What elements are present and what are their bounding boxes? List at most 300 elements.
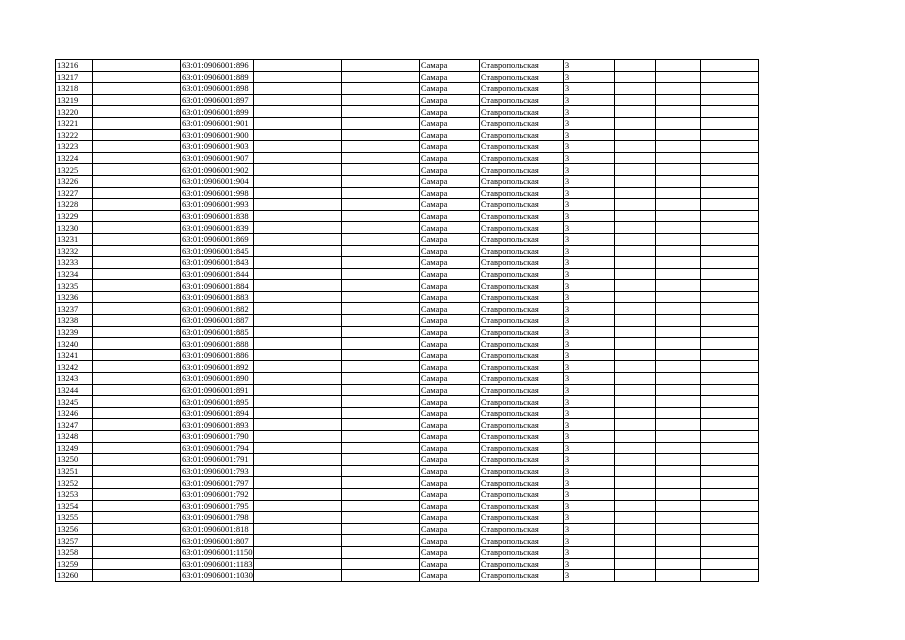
- district-cell: Ставропольская: [479, 465, 563, 477]
- empty-cell: [655, 245, 700, 257]
- cadastral-number-cell: 63:01:0906001:900: [181, 129, 254, 141]
- empty-cell: [93, 384, 181, 396]
- empty-cell: [93, 175, 181, 187]
- empty-cell: [253, 117, 341, 129]
- empty-cell: [253, 373, 341, 385]
- empty-cell: [93, 83, 181, 95]
- district-cell: Ставропольская: [479, 349, 563, 361]
- table-row: [56, 245, 759, 257]
- value-cell: 3: [563, 60, 614, 72]
- empty-cell: [341, 187, 419, 199]
- district-cell: Ставропольская: [479, 175, 563, 187]
- empty-cell: [93, 141, 181, 153]
- empty-cell: [700, 454, 758, 466]
- empty-cell: [655, 512, 700, 524]
- district-cell: Ставропольская: [479, 384, 563, 396]
- value-cell: 3: [563, 152, 614, 164]
- empty-cell: [655, 141, 700, 153]
- value-cell: 3: [563, 349, 614, 361]
- city-cell: Самара: [419, 117, 479, 129]
- empty-cell: [253, 175, 341, 187]
- value-cell: 3: [563, 442, 614, 454]
- district-cell: Ставропольская: [479, 164, 563, 176]
- value-cell: 3: [563, 361, 614, 373]
- empty-cell: [253, 83, 341, 95]
- cadastral-number-cell: 63:01:0906001:790: [181, 431, 254, 443]
- cadastral-number-cell: 63:01:0906001:839: [181, 222, 254, 234]
- empty-cell: [93, 558, 181, 570]
- empty-cell: [253, 303, 341, 315]
- empty-cell: [341, 442, 419, 454]
- city-cell: Самара: [419, 373, 479, 385]
- row-number-cell: 13224: [56, 152, 93, 164]
- table-row: [56, 570, 759, 582]
- empty-cell: [93, 454, 181, 466]
- city-cell: Самара: [419, 60, 479, 72]
- empty-cell: [614, 454, 655, 466]
- row-number-cell: 13259: [56, 558, 93, 570]
- empty-cell: [655, 117, 700, 129]
- empty-cell: [655, 175, 700, 187]
- empty-cell: [341, 361, 419, 373]
- empty-cell: [700, 558, 758, 570]
- empty-cell: [700, 523, 758, 535]
- empty-cell: [341, 431, 419, 443]
- row-number-cell: 13236: [56, 291, 93, 303]
- table-row: [56, 268, 759, 280]
- empty-cell: [93, 291, 181, 303]
- city-cell: Самара: [419, 83, 479, 95]
- empty-cell: [341, 315, 419, 327]
- city-cell: Самара: [419, 419, 479, 431]
- empty-cell: [341, 500, 419, 512]
- district-cell: Ставропольская: [479, 257, 563, 269]
- empty-cell: [700, 326, 758, 338]
- empty-cell: [93, 210, 181, 222]
- row-number-cell: 13225: [56, 164, 93, 176]
- empty-cell: [341, 570, 419, 582]
- value-cell: 3: [563, 164, 614, 176]
- empty-cell: [655, 419, 700, 431]
- empty-cell: [655, 268, 700, 280]
- empty-cell: [655, 164, 700, 176]
- value-cell: 3: [563, 233, 614, 245]
- city-cell: Самара: [419, 384, 479, 396]
- district-cell: Ставропольская: [479, 60, 563, 72]
- district-cell: Ставропольская: [479, 117, 563, 129]
- value-cell: 3: [563, 106, 614, 118]
- empty-cell: [341, 338, 419, 350]
- city-cell: Самара: [419, 500, 479, 512]
- value-cell: 3: [563, 500, 614, 512]
- empty-cell: [93, 523, 181, 535]
- data-table: [55, 59, 759, 582]
- empty-cell: [341, 303, 419, 315]
- empty-cell: [614, 442, 655, 454]
- city-cell: Самара: [419, 280, 479, 292]
- cadastral-number-cell: 63:01:0906001:898: [181, 83, 254, 95]
- district-cell: Ставропольская: [479, 129, 563, 141]
- empty-cell: [253, 419, 341, 431]
- value-cell: 3: [563, 129, 614, 141]
- row-number-cell: 13247: [56, 419, 93, 431]
- city-cell: Самара: [419, 326, 479, 338]
- cadastral-number-cell: 63:01:0906001:885: [181, 326, 254, 338]
- value-cell: 3: [563, 291, 614, 303]
- empty-cell: [341, 396, 419, 408]
- city-cell: Самара: [419, 257, 479, 269]
- empty-cell: [614, 83, 655, 95]
- empty-cell: [341, 384, 419, 396]
- empty-cell: [655, 407, 700, 419]
- empty-cell: [341, 152, 419, 164]
- empty-cell: [253, 326, 341, 338]
- city-cell: Самара: [419, 512, 479, 524]
- empty-cell: [655, 338, 700, 350]
- empty-cell: [700, 152, 758, 164]
- empty-cell: [614, 94, 655, 106]
- value-cell: 3: [563, 257, 614, 269]
- empty-cell: [700, 442, 758, 454]
- empty-cell: [341, 523, 419, 535]
- empty-cell: [253, 315, 341, 327]
- city-cell: Самара: [419, 338, 479, 350]
- city-cell: Самара: [419, 164, 479, 176]
- empty-cell: [341, 233, 419, 245]
- empty-cell: [614, 164, 655, 176]
- table-row: [56, 442, 759, 454]
- empty-cell: [614, 523, 655, 535]
- empty-cell: [614, 257, 655, 269]
- empty-cell: [93, 187, 181, 199]
- value-cell: 3: [563, 535, 614, 547]
- value-cell: 3: [563, 199, 614, 211]
- empty-cell: [700, 431, 758, 443]
- table-row: [56, 535, 759, 547]
- table-row: [56, 106, 759, 118]
- district-cell: Ставропольская: [479, 558, 563, 570]
- empty-cell: [253, 349, 341, 361]
- empty-cell: [700, 94, 758, 106]
- empty-cell: [93, 199, 181, 211]
- empty-cell: [253, 477, 341, 489]
- cadastral-number-cell: 63:01:0906001:844: [181, 268, 254, 280]
- district-cell: Ставропольская: [479, 442, 563, 454]
- row-number-cell: 13242: [56, 361, 93, 373]
- table-row: [56, 60, 759, 72]
- empty-cell: [655, 454, 700, 466]
- empty-cell: [614, 222, 655, 234]
- empty-cell: [655, 546, 700, 558]
- row-number-cell: 13245: [56, 396, 93, 408]
- empty-cell: [700, 546, 758, 558]
- empty-cell: [700, 349, 758, 361]
- table-row: [56, 349, 759, 361]
- empty-cell: [614, 419, 655, 431]
- empty-cell: [614, 268, 655, 280]
- empty-cell: [93, 373, 181, 385]
- cadastral-number-cell: 63:01:0906001:893: [181, 419, 254, 431]
- row-number-cell: 13240: [56, 338, 93, 350]
- empty-cell: [93, 315, 181, 327]
- city-cell: Самара: [419, 396, 479, 408]
- district-cell: Ставропольская: [479, 94, 563, 106]
- empty-cell: [655, 83, 700, 95]
- table-row: [56, 384, 759, 396]
- empty-cell: [655, 233, 700, 245]
- empty-cell: [253, 523, 341, 535]
- empty-cell: [341, 141, 419, 153]
- empty-cell: [93, 129, 181, 141]
- cadastral-number-cell: 63:01:0906001:1183: [182, 558, 253, 569]
- cadastral-number-cell: 63:01:0906001:884: [181, 280, 254, 292]
- empty-cell: [341, 71, 419, 83]
- cadastral-number-cell: 63:01:0906001:793: [181, 465, 254, 477]
- empty-cell: [614, 280, 655, 292]
- empty-cell: [341, 535, 419, 547]
- empty-cell: [700, 488, 758, 500]
- empty-cell: [700, 384, 758, 396]
- empty-cell: [93, 512, 181, 524]
- district-cell: Ставропольская: [479, 245, 563, 257]
- cadastral-number-cell: 63:01:0906001:887: [181, 315, 254, 327]
- table-row: [56, 546, 759, 558]
- empty-cell: [614, 465, 655, 477]
- value-cell: 3: [563, 407, 614, 419]
- empty-cell: [93, 535, 181, 547]
- empty-cell: [93, 570, 181, 582]
- value-cell: 3: [563, 488, 614, 500]
- empty-cell: [700, 257, 758, 269]
- row-number-cell: 13241: [56, 349, 93, 361]
- empty-cell: [614, 535, 655, 547]
- empty-cell: [655, 71, 700, 83]
- empty-cell: [614, 512, 655, 524]
- table-row: [56, 419, 759, 431]
- empty-cell: [700, 291, 758, 303]
- empty-cell: [341, 291, 419, 303]
- table-row: [56, 407, 759, 419]
- empty-cell: [655, 349, 700, 361]
- district-cell: Ставропольская: [479, 546, 563, 558]
- empty-cell: [93, 361, 181, 373]
- table-row: [56, 210, 759, 222]
- table-row: [56, 500, 759, 512]
- empty-cell: [614, 384, 655, 396]
- district-cell: Ставропольская: [479, 233, 563, 245]
- cadastral-number-cell: 63:01:0906001:794: [181, 442, 254, 454]
- empty-cell: [655, 199, 700, 211]
- table-row: [56, 199, 759, 211]
- empty-cell: [93, 94, 181, 106]
- row-number-cell: 13218: [56, 83, 93, 95]
- value-cell: 3: [563, 210, 614, 222]
- empty-cell: [700, 512, 758, 524]
- empty-cell: [253, 280, 341, 292]
- row-number-cell: 13260: [56, 570, 93, 582]
- empty-cell: [253, 187, 341, 199]
- empty-cell: [253, 454, 341, 466]
- empty-cell: [700, 199, 758, 211]
- empty-cell: [655, 535, 700, 547]
- city-cell: Самара: [419, 303, 479, 315]
- empty-cell: [341, 546, 419, 558]
- row-number-cell: 13230: [56, 222, 93, 234]
- table-row: [56, 71, 759, 83]
- empty-cell: [93, 152, 181, 164]
- cadastral-number-cell: 63:01:0906001:899: [181, 106, 254, 118]
- empty-cell: [93, 546, 181, 558]
- table-body: [56, 60, 759, 582]
- city-cell: Самара: [419, 407, 479, 419]
- cadastral-number-cell: 63:01:0906001:896: [181, 60, 254, 72]
- empty-cell: [253, 222, 341, 234]
- empty-cell: [614, 175, 655, 187]
- empty-cell: [655, 523, 700, 535]
- empty-cell: [93, 500, 181, 512]
- table-row: [56, 465, 759, 477]
- empty-cell: [614, 431, 655, 443]
- empty-cell: [93, 164, 181, 176]
- empty-cell: [93, 280, 181, 292]
- empty-cell: [700, 129, 758, 141]
- district-cell: Ставропольская: [479, 431, 563, 443]
- empty-cell: [93, 396, 181, 408]
- cadastral-number-cell: 63:01:0906001:882: [181, 303, 254, 315]
- value-cell: 3: [563, 268, 614, 280]
- empty-cell: [614, 152, 655, 164]
- empty-cell: [341, 222, 419, 234]
- empty-cell: [253, 465, 341, 477]
- empty-cell: [341, 268, 419, 280]
- value-cell: 3: [563, 222, 614, 234]
- cadastral-number-cell: 63:01:0906001:807: [181, 535, 254, 547]
- row-number-cell: 13234: [56, 268, 93, 280]
- empty-cell: [341, 373, 419, 385]
- district-cell: Ставропольская: [479, 106, 563, 118]
- value-cell: 3: [563, 141, 614, 153]
- city-cell: Самара: [419, 361, 479, 373]
- empty-cell: [655, 361, 700, 373]
- empty-cell: [341, 512, 419, 524]
- value-cell: 3: [563, 384, 614, 396]
- cadastral-number-cell: 63:01:0906001:845: [181, 245, 254, 257]
- empty-cell: [93, 407, 181, 419]
- city-cell: Самара: [419, 71, 479, 83]
- empty-cell: [655, 384, 700, 396]
- table-row: [56, 338, 759, 350]
- empty-cell: [614, 233, 655, 245]
- row-number-cell: 13257: [56, 535, 93, 547]
- empty-cell: [253, 141, 341, 153]
- empty-cell: [700, 83, 758, 95]
- value-cell: 3: [563, 523, 614, 535]
- cadastral-number-cell: 63:01:0906001:901: [181, 117, 254, 129]
- empty-cell: [700, 164, 758, 176]
- empty-cell: [341, 164, 419, 176]
- empty-cell: [614, 315, 655, 327]
- district-cell: Ставропольская: [479, 83, 563, 95]
- empty-cell: [614, 373, 655, 385]
- empty-cell: [700, 268, 758, 280]
- row-number-cell: 13226: [56, 175, 93, 187]
- empty-cell: [655, 94, 700, 106]
- row-number-cell: 13258: [56, 546, 93, 558]
- cadastral-number-cell: 63:01:0906001:897: [181, 94, 254, 106]
- city-cell: Самара: [419, 465, 479, 477]
- empty-cell: [253, 106, 341, 118]
- empty-cell: [93, 349, 181, 361]
- cadastral-number-cell: 63:01:0906001:886: [181, 349, 254, 361]
- row-number-cell: 13255: [56, 512, 93, 524]
- table-row: [56, 222, 759, 234]
- empty-cell: [655, 500, 700, 512]
- empty-cell: [341, 477, 419, 489]
- empty-cell: [700, 233, 758, 245]
- table-row: [56, 488, 759, 500]
- empty-cell: [655, 257, 700, 269]
- empty-cell: [700, 315, 758, 327]
- empty-cell: [93, 222, 181, 234]
- empty-cell: [614, 407, 655, 419]
- city-cell: Самара: [419, 454, 479, 466]
- empty-cell: [655, 488, 700, 500]
- row-number-cell: 13254: [56, 500, 93, 512]
- empty-cell: [253, 442, 341, 454]
- empty-cell: [253, 268, 341, 280]
- empty-cell: [700, 60, 758, 72]
- table-row: [56, 117, 759, 129]
- empty-cell: [655, 442, 700, 454]
- city-cell: Самара: [419, 268, 479, 280]
- empty-cell: [341, 129, 419, 141]
- empty-cell: [700, 338, 758, 350]
- table-row: [56, 280, 759, 292]
- cadastral-number-cell: 63:01:0906001:791: [181, 454, 254, 466]
- empty-cell: [93, 257, 181, 269]
- cadastral-number-cell: 63:01:0906001:792: [181, 488, 254, 500]
- empty-cell: [341, 106, 419, 118]
- table-row: [56, 373, 759, 385]
- empty-cell: [341, 488, 419, 500]
- city-cell: Самара: [419, 233, 479, 245]
- empty-cell: [93, 338, 181, 350]
- empty-cell: [614, 199, 655, 211]
- empty-cell: [614, 245, 655, 257]
- district-cell: Ставропольская: [479, 570, 563, 582]
- empty-cell: [700, 407, 758, 419]
- empty-cell: [614, 60, 655, 72]
- empty-cell: [614, 361, 655, 373]
- empty-cell: [253, 129, 341, 141]
- empty-cell: [341, 326, 419, 338]
- empty-cell: [655, 129, 700, 141]
- cadastral-number-cell: 63:01:0906001:889: [181, 71, 254, 83]
- empty-cell: [253, 361, 341, 373]
- table-row: [56, 233, 759, 245]
- empty-cell: [93, 268, 181, 280]
- cadastral-number-cell: 63:01:0906001:838: [181, 210, 254, 222]
- district-cell: Ставропольская: [479, 419, 563, 431]
- table-row: [56, 512, 759, 524]
- empty-cell: [614, 338, 655, 350]
- empty-cell: [253, 500, 341, 512]
- value-cell: 3: [563, 71, 614, 83]
- district-cell: Ставропольская: [479, 303, 563, 315]
- district-cell: Ставропольская: [479, 361, 563, 373]
- value-cell: 3: [563, 431, 614, 443]
- empty-cell: [655, 315, 700, 327]
